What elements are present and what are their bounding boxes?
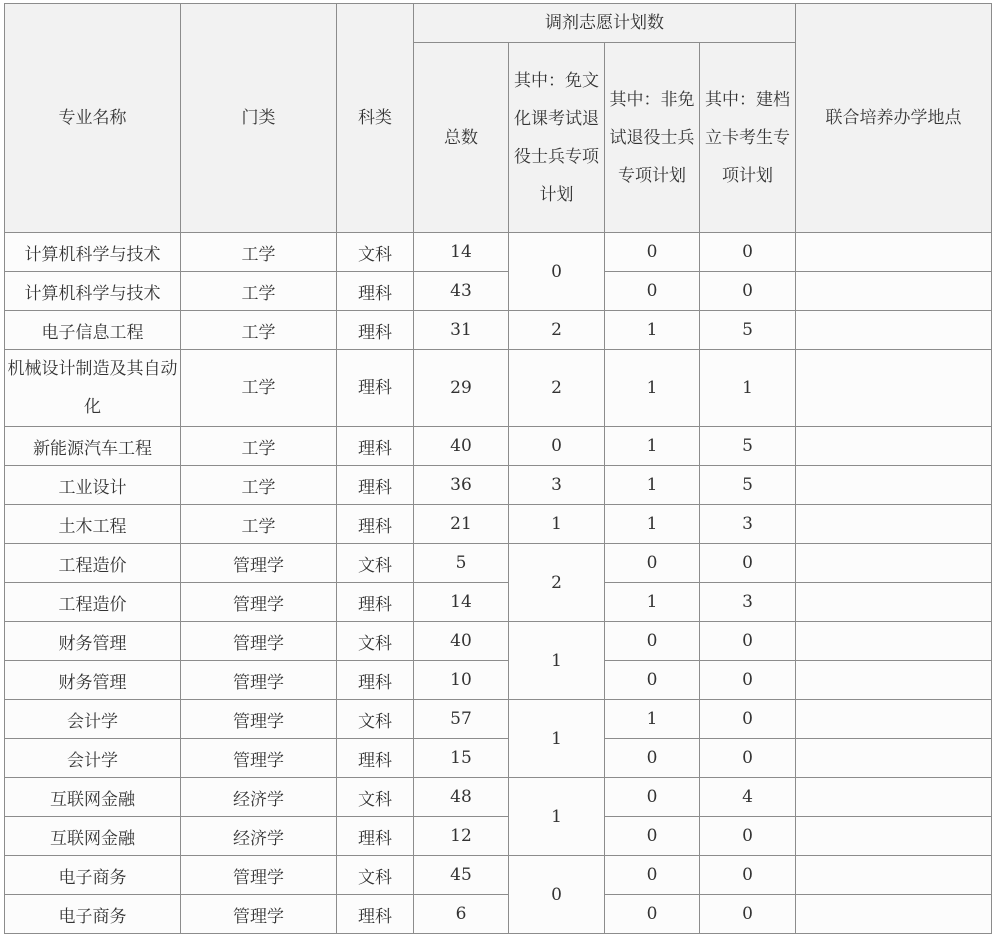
cell-nonexempt: 0 [605,739,700,778]
table-row [5,466,992,505]
cell-subject: 理科 [337,466,414,505]
table-row [5,778,992,817]
cell-category: 工学 [181,350,337,427]
cell-poverty: 4 [700,778,796,817]
cell-nonexempt: 0 [605,778,700,817]
cell-location [796,661,992,700]
cell-major: 财务管理 [5,622,181,661]
cell-poverty: 0 [700,233,796,272]
cell-exempt: 0 [509,427,605,466]
cell-total: 48 [414,778,509,817]
cell-category: 管理学 [181,856,337,895]
cell-nonexempt: 0 [605,661,700,700]
cell-poverty: 0 [700,700,796,739]
cell-major: 土木工程 [5,505,181,544]
cell-category: 经济学 [181,778,337,817]
header-subject: 科类 [337,4,414,233]
table-row [5,350,992,427]
cell-nonexempt: 0 [605,233,700,272]
cell-category: 管理学 [181,544,337,583]
cell-subject: 文科 [337,700,414,739]
cell-major: 电子商务 [5,856,181,895]
cell-total: 40 [414,427,509,466]
cell-total: 15 [414,739,509,778]
cell-exempt: 0 [509,856,605,934]
cell-poverty: 0 [700,895,796,934]
cell-subject: 文科 [337,233,414,272]
table-row [5,895,992,934]
cell-poverty: 0 [700,856,796,895]
cell-subject: 理科 [337,661,414,700]
header-major: 专业名称 [5,4,181,233]
cell-major: 计算机科学与技术 [5,233,181,272]
cell-total: 10 [414,661,509,700]
cell-exempt: 2 [509,544,605,622]
cell-nonexempt: 1 [605,700,700,739]
cell-subject: 理科 [337,272,414,311]
cell-subject: 理科 [337,739,414,778]
cell-poverty: 0 [700,272,796,311]
cell-exempt: 1 [509,778,605,856]
cell-nonexempt: 0 [605,272,700,311]
cell-total: 29 [414,350,509,427]
cell-exempt: 2 [509,311,605,350]
cell-subject: 文科 [337,544,414,583]
cell-location [796,427,992,466]
cell-poverty: 0 [700,817,796,856]
header-veteran-nonexempt: 其中：非免试退役士兵专项计划 [605,43,700,233]
cell-category: 管理学 [181,622,337,661]
cell-nonexempt: 1 [605,427,700,466]
cell-major: 计算机科学与技术 [5,272,181,311]
table-row [5,700,992,739]
cell-major: 工业设计 [5,466,181,505]
cell-location [796,817,992,856]
header-adjustment-group: 调剂志愿计划数 [414,4,796,43]
cell-location [796,856,992,895]
cell-nonexempt: 1 [605,311,700,350]
cell-location [796,544,992,583]
cell-major: 新能源汽车工程 [5,427,181,466]
cell-total: 14 [414,583,509,622]
cell-category: 工学 [181,427,337,466]
cell-poverty: 1 [700,350,796,427]
cell-nonexempt: 0 [605,817,700,856]
cell-subject: 理科 [337,505,414,544]
table-row [5,622,992,661]
cell-location [796,466,992,505]
cell-subject: 理科 [337,895,414,934]
cell-location [796,233,992,272]
cell-location [796,505,992,544]
cell-nonexempt: 1 [605,583,700,622]
cell-location [796,700,992,739]
cell-category: 管理学 [181,739,337,778]
cell-nonexempt: 1 [605,505,700,544]
cell-total: 14 [414,233,509,272]
cell-category: 工学 [181,233,337,272]
cell-major: 会计学 [5,700,181,739]
cell-poverty: 3 [700,505,796,544]
cell-major: 机械设计制造及其自动化 [5,350,181,427]
cell-category: 管理学 [181,583,337,622]
table-row [5,272,992,311]
table-body [5,4,992,934]
table-row [5,311,992,350]
cell-exempt: 2 [509,350,605,427]
table-row [5,661,992,700]
cell-location [796,739,992,778]
cell-total: 5 [414,544,509,583]
cell-poverty: 3 [700,583,796,622]
cell-location [796,350,992,427]
cell-exempt: 1 [509,505,605,544]
cell-nonexempt: 0 [605,622,700,661]
cell-nonexempt: 0 [605,544,700,583]
cell-location [796,778,992,817]
cell-category: 工学 [181,505,337,544]
cell-major: 电子信息工程 [5,311,181,350]
table-row [5,739,992,778]
cell-major: 电子商务 [5,895,181,934]
header-poverty: 其中：建档立卡考生专项计划 [700,43,796,233]
cell-category: 管理学 [181,700,337,739]
cell-subject: 文科 [337,622,414,661]
cell-category: 管理学 [181,661,337,700]
cell-major: 工程造价 [5,583,181,622]
cell-exempt: 1 [509,700,605,778]
cell-major: 财务管理 [5,661,181,700]
cell-location [796,272,992,311]
cell-poverty: 0 [700,661,796,700]
cell-location [796,311,992,350]
cell-location [796,583,992,622]
enrollment-plan-table [4,3,992,934]
cell-subject: 理科 [337,311,414,350]
cell-poverty: 0 [700,544,796,583]
cell-total: 40 [414,622,509,661]
table-row [5,427,992,466]
cell-category: 管理学 [181,895,337,934]
cell-poverty: 5 [700,427,796,466]
table-row [5,233,992,272]
table-row [5,544,992,583]
cell-poverty: 0 [700,739,796,778]
cell-poverty: 5 [700,466,796,505]
cell-subject: 文科 [337,778,414,817]
cell-location [796,622,992,661]
cell-subject: 文科 [337,856,414,895]
cell-total: 43 [414,272,509,311]
cell-category: 工学 [181,311,337,350]
cell-nonexempt: 1 [605,466,700,505]
header-category: 门类 [181,4,337,233]
cell-total: 21 [414,505,509,544]
cell-total: 12 [414,817,509,856]
cell-nonexempt: 0 [605,895,700,934]
header-total: 总数 [414,43,509,233]
cell-poverty: 5 [700,311,796,350]
cell-nonexempt: 1 [605,350,700,427]
cell-total: 6 [414,895,509,934]
header-veteran-exempt: 其中：免文化课考试退役士兵专项计划 [509,43,605,233]
table-row [5,856,992,895]
cell-location [796,895,992,934]
cell-exempt: 0 [509,233,605,311]
cell-poverty: 0 [700,622,796,661]
cell-exempt: 1 [509,622,605,700]
cell-subject: 理科 [337,583,414,622]
cell-major: 会计学 [5,739,181,778]
cell-exempt: 3 [509,466,605,505]
cell-total: 31 [414,311,509,350]
cell-major: 互联网金融 [5,778,181,817]
cell-nonexempt: 0 [605,856,700,895]
cell-category: 经济学 [181,817,337,856]
cell-category: 工学 [181,272,337,311]
table-row [5,505,992,544]
cell-total: 36 [414,466,509,505]
cell-total: 45 [414,856,509,895]
cell-category: 工学 [181,466,337,505]
cell-major: 工程造价 [5,544,181,583]
table-row [5,583,992,622]
header-location: 联合培养办学地点 [796,4,992,233]
cell-total: 57 [414,700,509,739]
header-row-1 [5,4,992,43]
table-row [5,817,992,856]
cell-subject: 理科 [337,817,414,856]
cell-subject: 理科 [337,427,414,466]
cell-subject: 理科 [337,350,414,427]
cell-major: 互联网金融 [5,817,181,856]
